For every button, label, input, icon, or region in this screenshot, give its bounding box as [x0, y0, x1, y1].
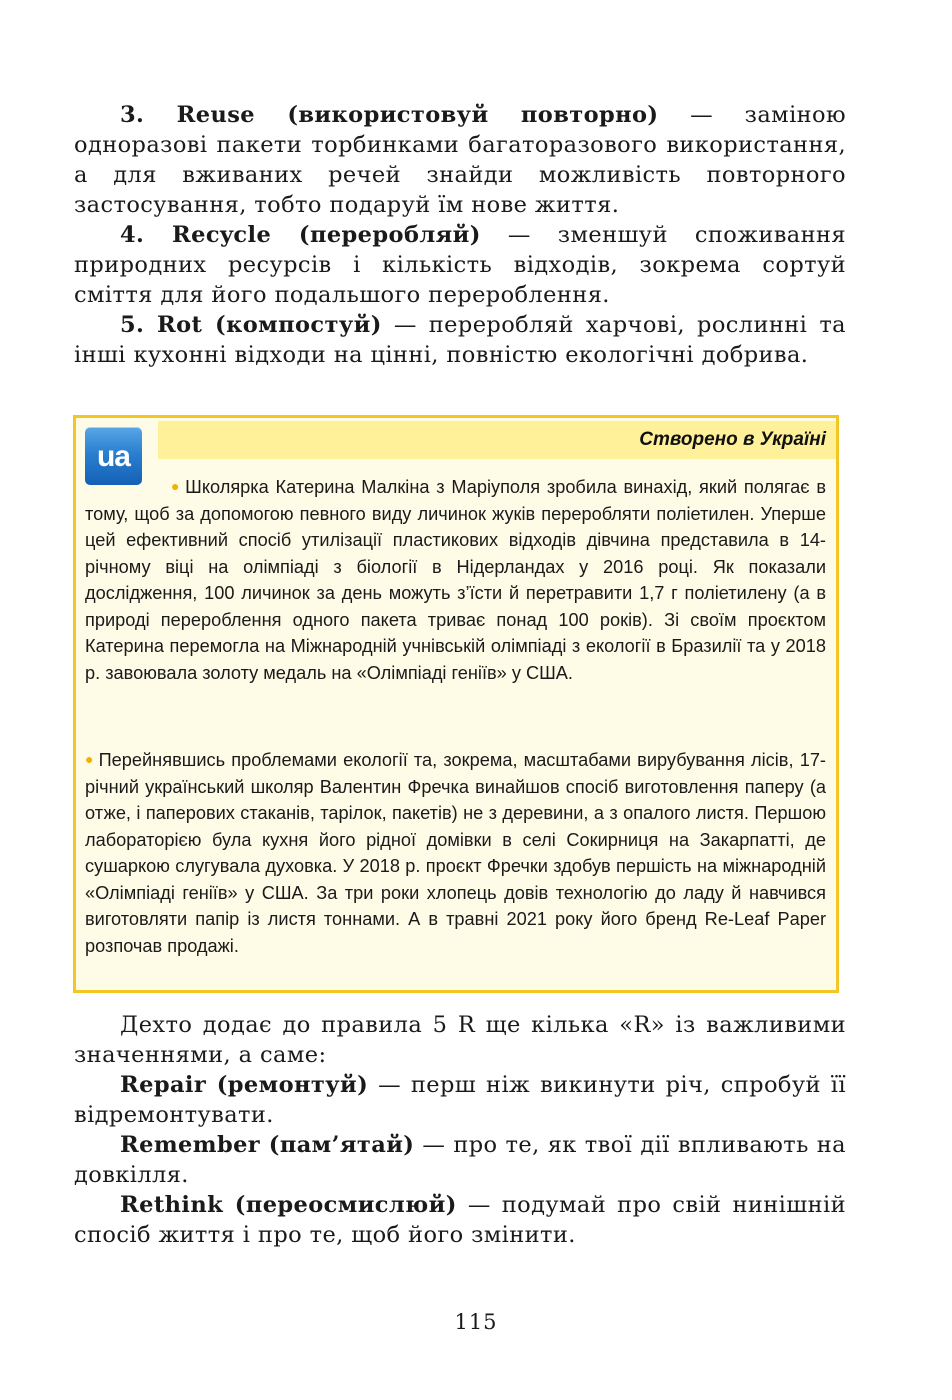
ua-logo-text: ua	[96, 440, 130, 473]
page-number: 115	[454, 1310, 498, 1334]
rule-term: 4. Recycle (переробляй)	[120, 222, 481, 248]
box-header	[158, 421, 836, 459]
intro-paragraph: Дехто додає до правила 5 R ще кілька «R» із важливими значеннями, а саме:	[74, 1012, 846, 1068]
top-text-section	[74, 100, 846, 370]
rule-term: Remember (пам’ятай)	[120, 1132, 415, 1158]
box-paragraph-text: Перейнявшись проблемами екології та, зокрема, масштабами вирубування лісів, 17-річний український школяр Валентин Фречка винайшов спосіб виготовлення паперу (а отже, і паперових стаканів, тарілок, пакетів) не з деревини, а з опалого листя. Першою лабораторією була кухня його рідної домівки в селі Сокирниця на Закарпатті, де сушаркою слугувала духовка. У 2018 р. проєкт Фречки здобув першість на міжнародній «Олімпіаді геніїв» у США. За три роки хлопець довів технологію до ладу й навчився виготовляти папір із листя тоннами. А в травні 2021 року його бренд Re-Leaf Paper розпочав продажі.	[85, 750, 826, 956]
box-paragraph-malkina	[85, 473, 826, 686]
rule-reuse	[74, 100, 846, 220]
bullet-icon: ●	[85, 751, 95, 767]
bottom-text-section	[74, 1010, 846, 1250]
rule-rot	[74, 310, 846, 370]
rule-description: — про те, як твої дії впливають на довкілля.	[74, 1132, 846, 1188]
made-in-ukraine-box	[73, 415, 839, 993]
box-paragraph-frechka	[85, 746, 826, 959]
box-header-title: Створено в Україні	[639, 429, 826, 450]
bullet-icon: ●	[171, 478, 182, 494]
rule-term: Rethink (переосмислюй)	[120, 1192, 457, 1218]
box-paragraph-text: Школярка Катерина Малкіна з Маріуполя зробила винахід, який полягає в тому, щоб за допомогою певного виду личинок жуків переробляти поліетилен. Уперше цей ефективний спосіб утилізації пластикових відходів дівчина представила в 14-річному віці на олімпіаді з біології в Нідерландах у 2016 році. Як показали дослідження, 100 личинок за день можуть з’їсти й перетравити 1,7 г поліетилену (а в природі перероблення одного пакета триває понад 100 років). Зі своїм проєктом Катерина перемогла на Міжнародній учнівській олімпіаді з екології в Бразилії та у 2018 р. завоювала золоту медаль на «Олімпіаді геніїв» у США.	[85, 477, 826, 683]
rule-description: — заміною одноразові пакети торбинками багаторазового використання, а для вживаних речей знайди можливість повторного застосування, тобто подаруй їм нове життя.	[74, 102, 846, 218]
rule-description: — переробляй харчові, рослинні та інші кухонні відходи на цінні, повністю екологічні добрива.	[74, 312, 846, 368]
rule-term: 3. Reuse (використовуй повторно)	[120, 102, 659, 128]
rule-remember	[74, 1130, 846, 1190]
rule-term: 5. Rot (компостуй)	[120, 312, 382, 338]
rule-term: Repair (ремонтуй)	[120, 1072, 369, 1098]
rule-description: — перш ніж викинути річ, спробуй її відремонтувати.	[74, 1072, 846, 1128]
rule-repair	[74, 1070, 846, 1130]
rule-recycle	[74, 220, 846, 310]
rule-rethink	[74, 1190, 846, 1250]
rule-description: — подумай про свій нинішній спосіб життя і про те, щоб його змінити.	[74, 1192, 846, 1248]
rule-description: — зменшуй споживання природних ресурсів і кількість відходів, зокрема сортуй сміття для його подальшого перероблення.	[74, 222, 847, 308]
